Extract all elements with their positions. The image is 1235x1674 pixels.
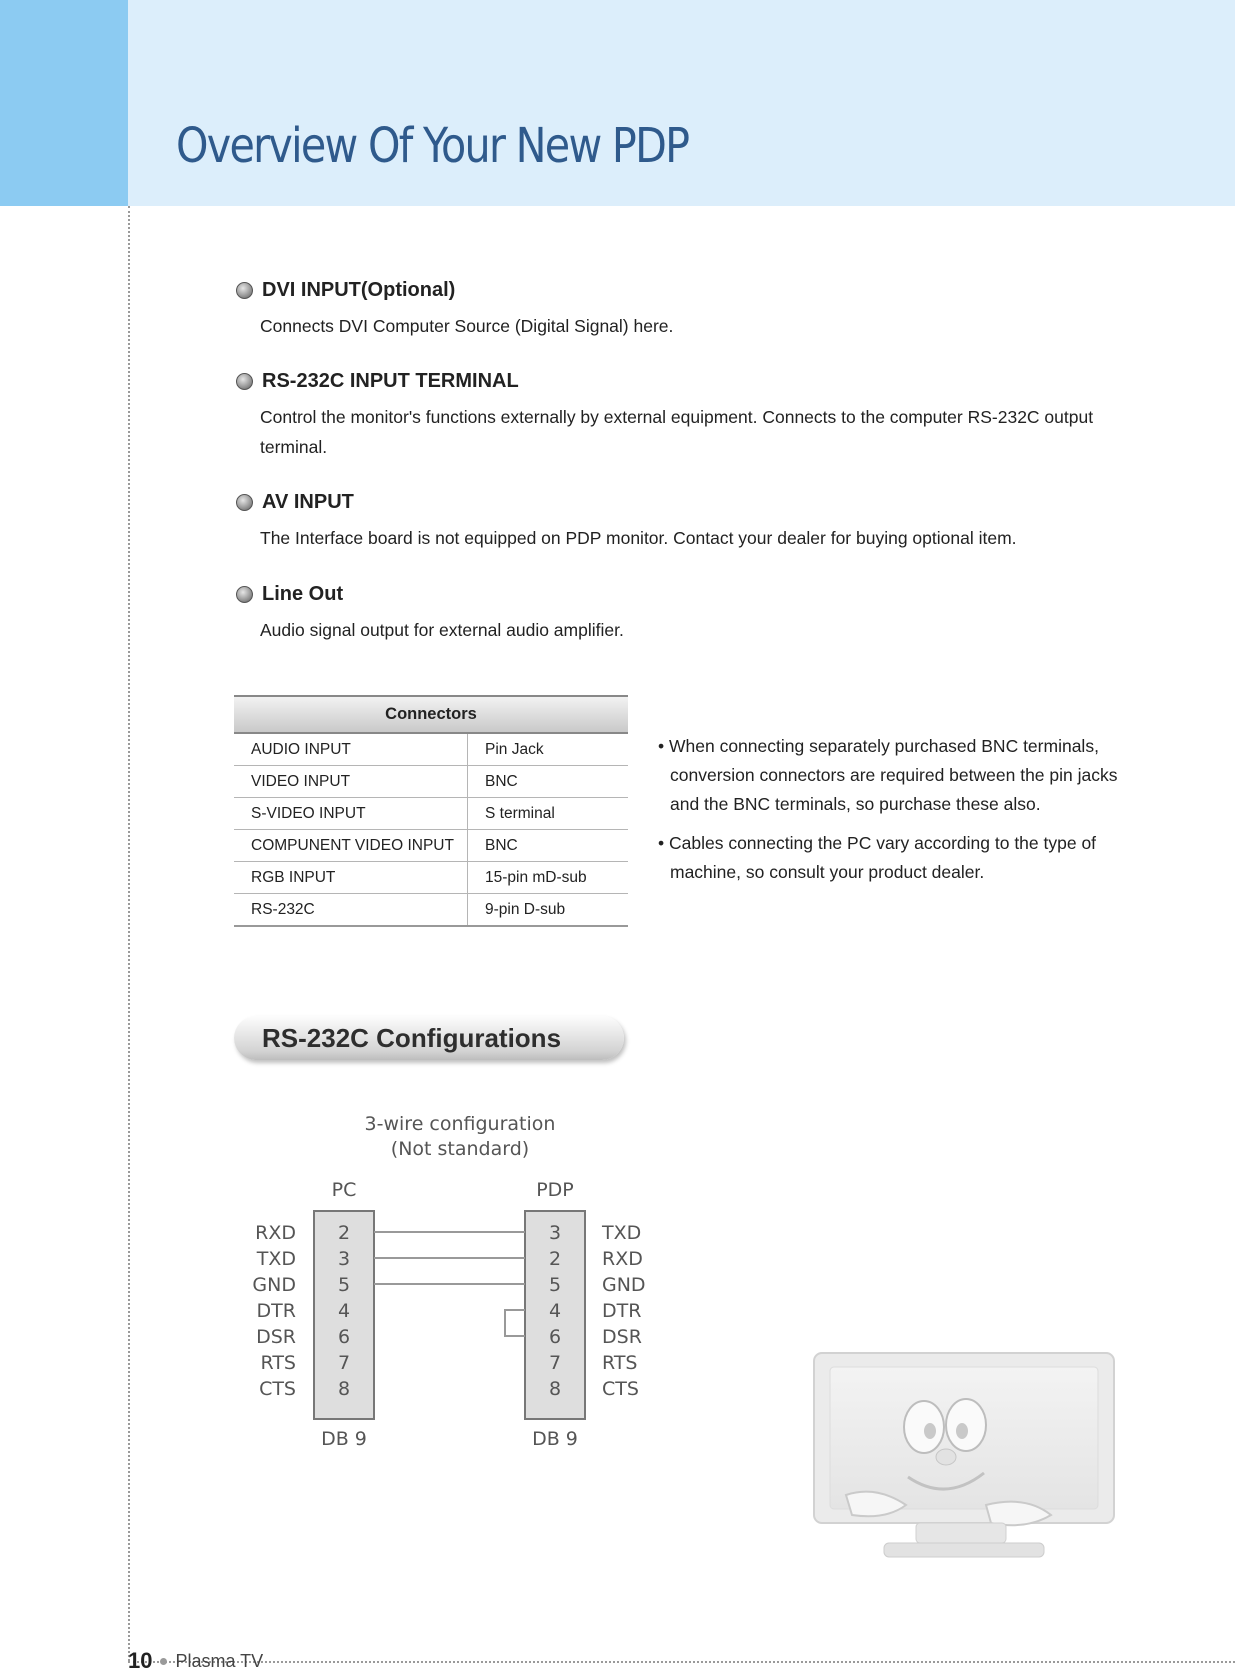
tv-stand-neck [916,1523,1006,1543]
mascot-pupil-left [924,1423,936,1439]
pdp-signal: CTS [602,1378,639,1400]
dot-separator-icon [160,1658,167,1665]
pc-signal: RTS [260,1352,296,1374]
pc-pin: 2 [337,1222,351,1244]
mascot-pupil-right [956,1423,968,1439]
pdp-signal-labels [601,1222,646,1400]
page-number: 10 [128,1648,153,1673]
connector-name: RGB INPUT [234,862,468,894]
pdp-pin: 5 [548,1274,562,1296]
pdp-dtr-dsr-loopback [505,1310,525,1336]
section-description: Audio signal output for external audio amplifier. [260,620,624,640]
tv-stand-base [884,1543,1044,1557]
section-heading-text: DVI INPUT(Optional) [262,279,456,301]
section-heading [236,491,1116,514]
bottom-rule [128,1661,1235,1663]
pdp-pin: 3 [548,1222,562,1244]
table-row [234,798,628,830]
section-heading [236,583,1116,606]
section-description: The Interface board is not equipped on PDP monitor. Contact your dealer for buying optional item. [260,528,1017,548]
table-header: Connectors [234,696,628,733]
pc-signal-labels [252,1222,296,1400]
pdp-signal: DTR [602,1300,642,1322]
pdp-signal: GND [602,1274,646,1296]
pdp-pin: 8 [548,1378,562,1400]
pdp-pin: 7 [548,1352,562,1374]
section-heading-text: AV INPUT [262,491,354,513]
rs232c-wiring-diagram [250,1100,650,1460]
round-bullet-icon [236,494,253,511]
table-row [234,766,628,798]
pc-pin: 5 [337,1274,351,1296]
pdp-pin: 4 [548,1300,562,1322]
section-heading [236,279,1116,302]
section-line-out [236,583,1116,645]
mascot-eye-left [904,1401,944,1453]
pdp-db9-label: DB 9 [532,1428,578,1450]
left-margin-rule [128,206,130,1661]
section-description: Control the monitor's functions externally by external equipment. Connects to the computer RS-232C output terminal. [260,407,1094,457]
note-cables: • Cables connecting the PC vary according to the type of machine, so consult your product dealer. [658,833,1097,882]
page-footer [128,1648,263,1674]
connector-type: BNC [468,830,629,862]
notes-list [658,732,1128,897]
pdp-mascot-illustration [786,1345,1131,1575]
header-band [128,0,1235,206]
pc-signal: DSR [256,1326,296,1348]
note-bnc: • When connecting separately purchased BNC terminals, conversion connectors are required between the pin jacks and the BNC terminals, so purchase these also. [658,736,1118,814]
header-accent-block [0,0,128,206]
connector-name: AUDIO INPUT [234,733,468,766]
page-title: Overview Of Your New PDP [176,118,689,174]
pdp-signal: RTS [602,1352,638,1374]
footer-label: Plasma TV [175,1650,264,1671]
round-bullet-icon [236,373,253,390]
round-bullet-icon [236,586,253,603]
table-row [234,862,628,894]
connector-type: BNC [468,766,629,798]
connector-type: Pin Jack [468,733,629,766]
diagram-title-line2: (Not standard) [390,1138,530,1160]
pc-label: PC [331,1179,357,1201]
connector-type: 15-pin mD-sub [468,862,629,894]
pc-signal: RXD [255,1222,296,1244]
round-bullet-icon [236,282,253,299]
connector-type: S terminal [468,798,629,830]
connector-type: 9-pin D-sub [468,894,629,927]
pdp-pin: 2 [548,1248,562,1270]
pc-signal: DTR [256,1300,296,1322]
pc-pin: 4 [337,1300,351,1322]
pc-pin: 8 [337,1378,351,1400]
pc-pin: 6 [337,1326,351,1348]
pdp-signal: DSR [602,1326,642,1348]
connector-name: COMPUNENT VIDEO INPUT [234,830,468,862]
pc-pin-numbers [338,1222,350,1400]
diagram-title-line1: 3-wire configuration [364,1113,556,1135]
pc-signal: GND [252,1274,296,1296]
pdp-signal: RXD [602,1248,643,1270]
pc-pin: 3 [337,1248,351,1270]
section-dvi-input [236,279,1116,341]
pdp-pin-numbers [549,1222,561,1400]
config-section-title: RS-232C Configurations [234,1016,624,1060]
section-av-input [236,491,1116,553]
section-heading-text: RS-232C INPUT TERMINAL [262,370,519,392]
pc-signal: CTS [259,1378,296,1400]
section-heading [236,370,1116,393]
pc-pin: 7 [337,1352,351,1374]
connectors-table [234,695,628,927]
connector-name: S-VIDEO INPUT [234,798,468,830]
table-row [234,894,628,927]
pdp-signal: TXD [602,1222,642,1244]
section-heading-text: Line Out [262,583,344,605]
table-row [234,733,628,766]
pc-db9-label: DB 9 [321,1428,367,1450]
pc-signal: TXD [256,1248,296,1270]
mascot-nose [936,1449,956,1465]
connector-name: VIDEO INPUT [234,766,468,798]
section-description: Connects DVI Computer Source (Digital Signal) here. [260,316,674,336]
pdp-pin: 6 [548,1326,562,1348]
connector-name: RS-232C [234,894,468,927]
section-rs232c-terminal [236,370,1116,462]
mascot-eye-right [946,1399,986,1451]
table-row [234,830,628,862]
pdp-label: PDP [536,1179,574,1201]
